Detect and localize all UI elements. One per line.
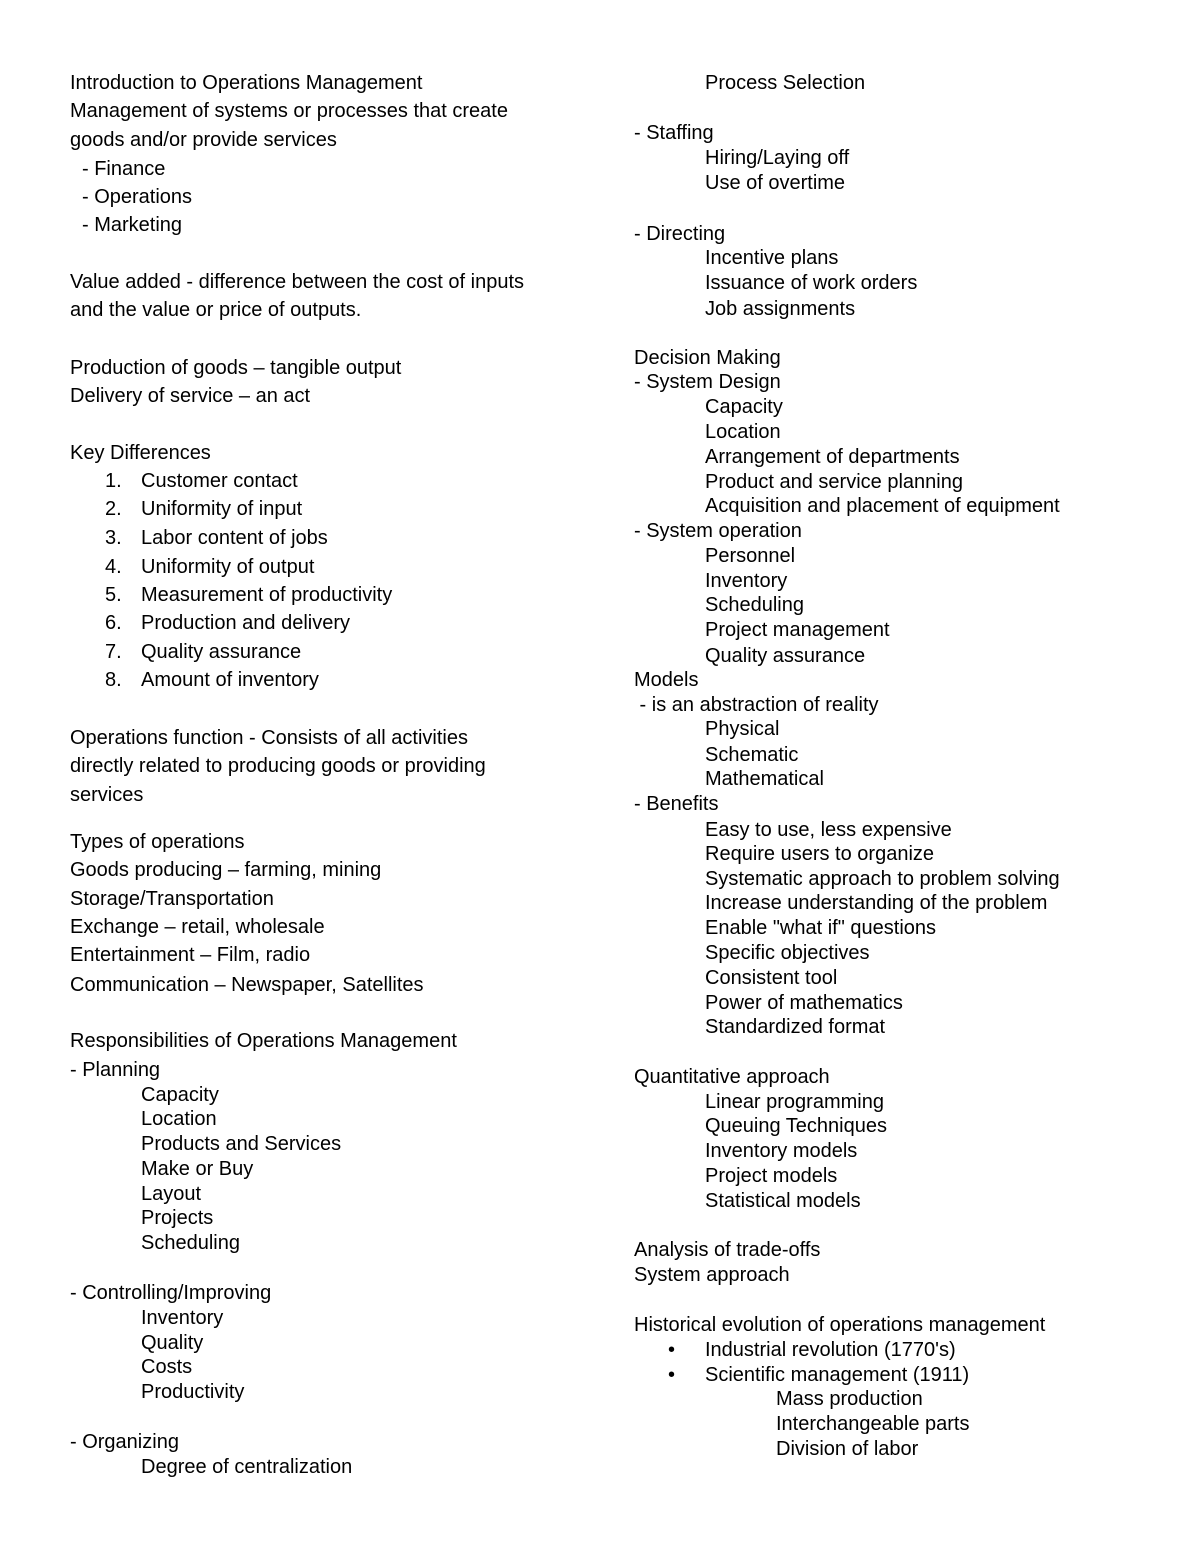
system-operation-heading: - System operation	[634, 520, 802, 542]
types-item: Entertainment – Film, radio	[70, 944, 311, 966]
types-item: Exchange – retail, wholesale	[70, 916, 325, 938]
models-item: Mathematical	[705, 768, 824, 790]
directing-item: Job assignments	[705, 298, 856, 320]
history-sub-item: Mass production	[776, 1388, 923, 1410]
list-number: 4.	[105, 556, 122, 578]
benefits-item: Specific objectives	[705, 942, 870, 964]
value-added-line-1: Value added - difference between the cost of inputs	[70, 271, 525, 293]
system-design-item: Acquisition and placement of equipment	[705, 495, 1060, 517]
staffing-item: Hiring/Laying off	[705, 147, 850, 169]
types-title: Types of operations	[70, 831, 245, 853]
benefits-item: Standardized format	[705, 1016, 886, 1038]
system-operation-item: Scheduling	[705, 594, 804, 616]
history-sub-item: Interchangeable parts	[776, 1413, 970, 1435]
intro-definition-line-1: Management of systems or processes that create	[70, 100, 508, 122]
quantitative-item: Queuing Techniques	[705, 1115, 887, 1137]
list-item	[105, 497, 302, 521]
bullet-list-item	[634, 1363, 969, 1387]
controlling-item: Productivity	[141, 1381, 245, 1403]
benefits-item: Power of mathematics	[705, 992, 903, 1014]
quantitative-item: Linear programming	[705, 1091, 884, 1113]
benefits-item: Require users to organize	[705, 843, 935, 865]
list-item	[105, 668, 319, 692]
operations-function-line-1: Operations function - Consists of all activities	[70, 727, 468, 749]
planning-item: Projects	[141, 1207, 214, 1229]
historical-evolution-title: Historical evolution of operations management	[634, 1314, 1046, 1336]
system-operation-item: Inventory	[705, 570, 788, 592]
organizing-heading: - Organizing	[70, 1431, 179, 1453]
production-line: Production of goods – tangible output	[70, 357, 402, 379]
intro-title: Introduction to Operations Management	[70, 72, 423, 94]
decision-making-title: Decision Making	[634, 347, 781, 369]
process-selection: Process Selection	[705, 72, 866, 94]
planning-item: Make or Buy	[141, 1158, 254, 1180]
list-number: 5.	[105, 584, 122, 606]
benefits-item: Increase understanding of the problem	[705, 892, 1048, 914]
value-added-line-2: and the value or price of outputs.	[70, 299, 362, 321]
system-approach: System approach	[634, 1264, 790, 1286]
list-text: Amount of inventory	[141, 669, 319, 691]
system-operation-item: Quality assurance	[705, 645, 866, 667]
models-definition: - is an abstraction of reality	[634, 694, 879, 716]
models-item: Physical	[705, 718, 780, 740]
system-design-item: Capacity	[705, 396, 783, 418]
benefits-item: Enable "what if" questions	[705, 917, 937, 939]
list-item	[105, 526, 328, 550]
quantitative-item: Project models	[705, 1165, 838, 1187]
benefits-item: Systematic approach to problem solving	[705, 868, 1060, 890]
system-design-item: Product and service planning	[705, 471, 963, 493]
types-item: Communication – Newspaper, Satellites	[70, 974, 424, 996]
list-number: 7.	[105, 641, 122, 663]
staffing-item: Use of overtime	[705, 172, 846, 194]
controlling-item: Costs	[141, 1356, 193, 1378]
benefits-item: Easy to use, less expensive	[705, 819, 952, 841]
list-number: 6.	[105, 612, 122, 634]
quantitative-item: Inventory models	[705, 1140, 858, 1162]
list-item	[105, 611, 350, 635]
list-number: 1.	[105, 470, 122, 492]
intro-item-marketing: - Marketing	[82, 214, 183, 236]
system-operation-item: Project management	[705, 619, 890, 641]
system-design-item: Location	[705, 421, 781, 443]
list-text: Customer contact	[141, 470, 298, 492]
benefits-item: Consistent tool	[705, 967, 838, 989]
list-number: 8.	[105, 669, 122, 691]
bullet-icon: •	[668, 1339, 676, 1361]
types-item: Goods producing – farming, mining	[70, 859, 382, 881]
list-text: Labor content of jobs	[141, 527, 328, 549]
controlling-item: Inventory	[141, 1307, 224, 1329]
quantitative-item: Statistical models	[705, 1190, 861, 1212]
list-item	[105, 640, 301, 664]
system-design-item: Arrangement of departments	[705, 446, 960, 468]
bullet-text: Scientific management (1911)	[705, 1364, 970, 1386]
list-number: 2.	[105, 498, 122, 520]
list-text: Production and delivery	[141, 612, 351, 634]
intro-item-finance: - Finance	[82, 158, 166, 180]
directing-item: Incentive plans	[705, 247, 839, 269]
list-item	[105, 469, 298, 493]
bullet-list-item	[634, 1338, 956, 1362]
delivery-line: Delivery of service – an act	[70, 385, 311, 407]
controlling-item: Quality	[141, 1332, 204, 1354]
directing-heading: - Directing	[634, 223, 726, 245]
planning-item: Scheduling	[141, 1232, 240, 1254]
types-item: Storage/Transportation	[70, 888, 274, 910]
organizing-item: Degree of centralization	[141, 1456, 353, 1478]
system-design-heading: - System Design	[634, 371, 781, 393]
planning-item: Layout	[141, 1183, 202, 1205]
controlling-heading: - Controlling/Improving	[70, 1282, 272, 1304]
operations-function-line-2: directly related to producing goods or providing	[70, 755, 486, 777]
models-item: Schematic	[705, 744, 799, 766]
planning-heading: - Planning	[70, 1059, 161, 1081]
list-text: Measurement of productivity	[141, 584, 393, 606]
planning-item: Products and Services	[141, 1133, 342, 1155]
planning-item: Capacity	[141, 1084, 219, 1106]
operations-function-line-3: services	[70, 784, 144, 806]
intro-definition-line-2: goods and/or provide services	[70, 129, 337, 151]
responsibilities-title: Responsibilities of Operations Management	[70, 1030, 457, 1052]
benefits-heading: - Benefits	[634, 793, 719, 815]
list-item	[105, 555, 314, 579]
list-text: Uniformity of input	[141, 498, 303, 520]
bullet-text: Industrial revolution (1770's)	[705, 1339, 956, 1361]
planning-item: Location	[141, 1108, 217, 1130]
analysis-of-tradeoffs: Analysis of trade-offs	[634, 1239, 821, 1261]
list-item	[105, 583, 392, 607]
key-differences-title: Key Differences	[70, 442, 211, 464]
system-operation-item: Personnel	[705, 545, 796, 567]
quantitative-approach-title: Quantitative approach	[634, 1066, 830, 1088]
directing-item: Issuance of work orders	[705, 272, 918, 294]
staffing-heading: - Staffing	[634, 122, 714, 144]
list-text: Quality assurance	[141, 641, 302, 663]
list-text: Uniformity of output	[141, 556, 315, 578]
list-number: 3.	[105, 527, 122, 549]
intro-item-operations: - Operations	[82, 186, 193, 208]
bullet-icon: •	[668, 1364, 676, 1386]
models-title: Models	[634, 669, 699, 691]
history-sub-item: Division of labor	[776, 1438, 919, 1460]
